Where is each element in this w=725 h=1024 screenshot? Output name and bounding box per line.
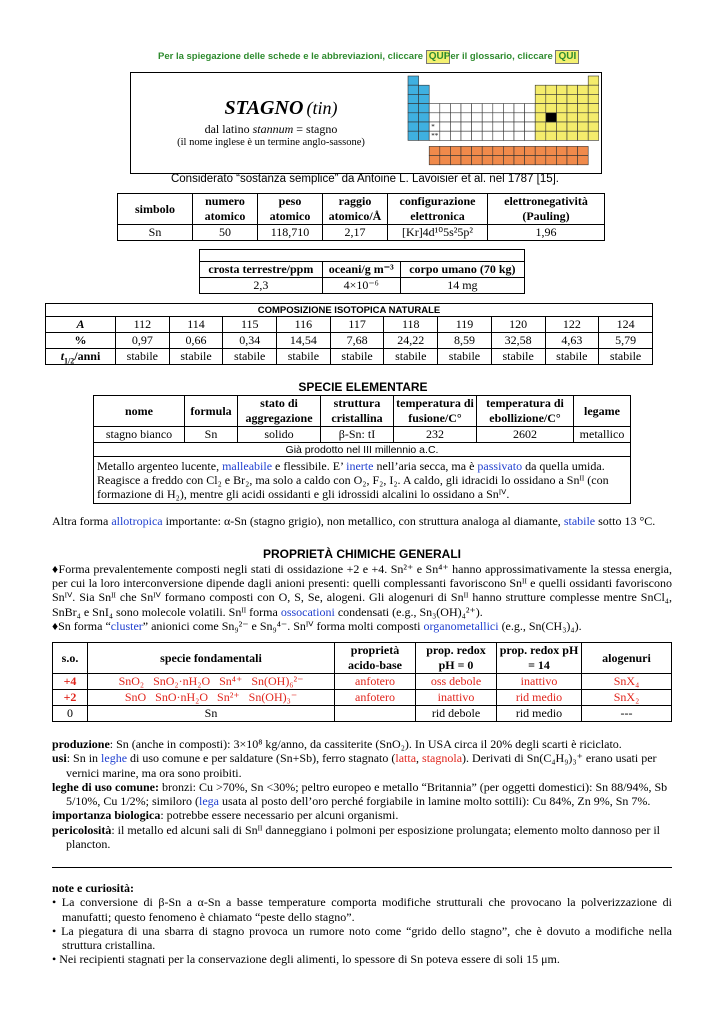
isotope-cell: 115 (223, 317, 277, 333)
pt-cell (482, 122, 493, 131)
isotope-cell: 114 (169, 317, 223, 333)
pt-f-cell (482, 156, 493, 165)
isotope-cell: 120 (491, 317, 545, 333)
th-atomic-weight: peso atomico (258, 194, 323, 225)
pt-cell (578, 122, 589, 131)
isotope-cell: 118 (384, 317, 438, 333)
english-note: (il nome inglese è un termine anglo-sassone) (177, 137, 365, 148)
elemental-table: nome formula stato di aggregazione struttura cristallina temperatura di fusione/C° temperatura di ebollizione/C° legame stagno bianco Sn solido β-Sn: tI 232 2602 metallico Già prodotto nel III millennio a.C. Metallo argenteo lucente, malleabile e flessibile. E’ inerte nell’aria secca, ma è passivato da quella umida. Reagisce a freddo con Cl₂ e Br₂, ma solo a caldo con O₂, F₂, I₂. A caldo, gli idracidi lo ossidano a Snᴵᴵ (con formazione di H₂), mentre gli acidi ossidanti e gli idrossidi alcalini lo ossidano a Snᴵⱽ. (93, 395, 631, 504)
pt-cell (429, 113, 440, 122)
pt-cell (546, 85, 557, 94)
notes-divider (52, 867, 672, 868)
pt-cell (556, 122, 567, 131)
notes-section (52, 881, 672, 967)
pt-cell (514, 131, 525, 140)
pt-cell (461, 131, 472, 140)
isotope-cell: stabile (330, 349, 384, 365)
pt-cell (535, 85, 546, 94)
pt-cell (588, 113, 599, 122)
pt-f-cell (461, 146, 472, 155)
isotope-row (46, 317, 653, 333)
pt-cell (578, 131, 589, 140)
pt-cell (588, 85, 599, 94)
val-oceans: 4×10⁻⁶ (322, 278, 400, 294)
link-lega[interactable]: lega (199, 794, 219, 809)
pt-cell (408, 104, 419, 113)
isotope-cell: stabile (223, 349, 277, 365)
glossary-text: Per la spiegazione delle schede e le abbreviazioni, cliccare (158, 51, 424, 62)
lavoisier-note: Considerato “sostanza semplice” da Antoine L. Lavoisier et al. nel 1787 [15]. (170, 173, 560, 185)
isotope-cell: 119 (438, 317, 492, 333)
note-item: • Nei recipienti stagnati per la conservazione degli alimenti, lo spessore di Sn poteva essere di soli 15 μm. (52, 952, 560, 967)
pt-cell (556, 94, 567, 103)
pt-cell (567, 104, 578, 113)
pt-f-cell (514, 146, 525, 155)
pt-f-cell (429, 156, 440, 165)
pt-f-cell (472, 146, 483, 155)
pt-f-cell (556, 156, 567, 165)
header-box (130, 72, 602, 174)
pt-cell (578, 94, 589, 103)
pt-cell (535, 104, 546, 113)
pt-f-cell (503, 146, 514, 155)
pt-cell (493, 122, 504, 131)
pt-cell (493, 131, 504, 140)
pt-marker: ** (431, 132, 439, 141)
pt-cell (419, 85, 430, 94)
pt-cell (567, 85, 578, 94)
element-english: (tin) (306, 98, 338, 118)
isotope-cell: stabile (169, 349, 223, 365)
pt-cell (419, 131, 430, 140)
latin-origin: dal latino stannum = stagno (204, 122, 338, 136)
pt-cell (578, 113, 589, 122)
note-item: • La conversione di β-Sn a α-Sn a basse temperature comporta modifiche strutturali che provocano la polverizzazione di manufatti; questo fenomeno è chiamato “peste dello stagno”. (52, 895, 672, 924)
element-title: STAGNO (224, 97, 304, 119)
isotope-cell: stabile (599, 349, 653, 365)
pt-cell (578, 104, 589, 113)
pt-cell (429, 104, 440, 113)
isotope-row-label: $t_{1/2}$/anni (46, 349, 116, 365)
link-stabile[interactable]: stabile (563, 514, 596, 528)
isotope-row-label: A (46, 317, 116, 333)
pt-cell (472, 131, 483, 140)
pt-cell (419, 104, 430, 113)
pt-cell (482, 104, 493, 113)
val-atomic-radius: 2,17 (323, 225, 388, 241)
link-ossocationi[interactable]: ossocationi (280, 604, 335, 619)
link-organometallici[interactable]: organometallici (423, 618, 499, 633)
th-crust: crosta terrestre/ppm (200, 262, 323, 278)
top-links-left (158, 50, 450, 64)
allotrope-line: Altra forma allotropica importante: α-Sn (stagno grigio), non metallico, con struttura analoga al diamante, stabile sotto 13 °C. (52, 514, 656, 528)
isotope-row (46, 349, 653, 365)
pt-cell (440, 131, 451, 140)
qui-button-glossary[interactable]: QUI (555, 50, 579, 64)
pt-cell (546, 104, 557, 113)
isotope-cell: 124 (599, 317, 653, 333)
pt-cell (419, 113, 430, 122)
isotope-cell: 0,97 (116, 333, 170, 349)
pt-cell (588, 104, 599, 113)
pt-cell (408, 131, 419, 140)
isotope-cell: stabile (116, 349, 170, 365)
link-passivato[interactable]: passivato (477, 459, 523, 473)
th-symbol: simbolo (118, 194, 193, 225)
pt-cell (556, 113, 567, 122)
pt-cell (514, 113, 525, 122)
chemical-title: PROPRIETÀ CHIMICHE GENERALI (262, 547, 461, 561)
val-atomic-number: 50 (193, 225, 258, 241)
pt-cell (419, 122, 430, 131)
chemical-paragraph: ♦Forma prevalentemente composti negli stati di ossidazione +2 e +4. Sn²⁺ e Sn⁴⁺ hanno approssimativamente la stessa energia, per cui la loro interconversione dipende dagli anioni presenti: quelli complessanti favoriscono Snᴵᴵ e quelli ossidanti favoriscono Snᴵⱽ. Sia Snᴵᴵ che Snᴵⱽ formano composti con O, S, Se, alogeni. Gli alogenuri di Snᴵᴵ hanno strutture complesse mentre SnCl₄, SnBr₄ e SnI₄ sono molecole volatili. Snᴵᴵ forma ossocationi condensati (e.g., Sn₃(OH)₄²⁺). ♦Sn forma “cluster” anionici come Sn₉²⁻ e Sn₉⁴⁻. Snᴵⱽ forma molti composti organometallici (e.g., Sn(CH₃)₄). (52, 562, 672, 633)
pt-f-cell (546, 146, 557, 155)
pt-f-cell (567, 146, 578, 155)
pt-cell (525, 122, 536, 131)
isotope-cell: 112 (116, 317, 170, 333)
isotope-cell: 122 (545, 317, 599, 333)
link-latta[interactable]: latta (395, 751, 417, 766)
isotope-cell: 117 (330, 317, 384, 333)
link-inerte[interactable]: inerte (346, 459, 374, 473)
pt-f-cell (493, 146, 504, 155)
elemental-description: Metallo argenteo lucente, malleabile e flessibile. E’ inerte nell’aria secca, ma è passivato da quella umida. Reagisce a freddo con Cl₂ e Br₂, ma solo a caldo con O₂, F₂, I₂. A caldo, gli idracidi lo ossidano a Snᴵᴵ (con formazione di H₂), mentre gli acidi ossidanti e gli idrossidi alcalini lo ossidano a Snᴵⱽ. (94, 457, 631, 504)
pt-cell (503, 113, 514, 122)
pt-cell (525, 113, 536, 122)
pt-cell (588, 94, 599, 103)
glossary-text-right: Per il glossario, cliccare (444, 51, 553, 62)
isotope-cell: 32,58 (491, 333, 545, 349)
pt-f-cell (525, 156, 536, 165)
th-atomic-radius: raggio atomico/Å (323, 194, 388, 225)
pt-cell (546, 122, 557, 131)
uses-section: produzione: Sn (anche in composti): 3×10⁸ kg/anno, da cassiterite (SnO₂). In USA circa il 20% degli scarti è riciclato. usi: Sn in leghe di uso comune e per saldature (Sn+Sb), ferro stagnato (latta, stagnola). Derivati di Sn(C₄H₉)₃⁺ erano usati per vernici marine, ma ora sono proibiti. leghe di uso comune: bronzi: Cu >70%, Sn <30%; peltro europeo e metallo “Britannia” (per oggetti domestici): Sn 88/94%, Sb 5/10%, Cu 1/2%; similoro (lega usata al posto dell’oro perché forgiabile in lamine molto sottili): Cu 84%, Zn 9%, Sn 7%. importanza biologica: potrebbe essere necessario per alcuni organismi. pericolosità: il metallo ed alcuni sali di Snᴵᴵ danneggiano i polmoni per esposizione prolungata; elemento molto dannoso per il plancton. (52, 737, 668, 852)
pt-cell (535, 94, 546, 103)
th-oceans: oceani/g m⁻³ (322, 262, 400, 278)
pt-f-cell (546, 156, 557, 165)
pt-f-cell (450, 156, 461, 165)
pt-cell (525, 104, 536, 113)
link-cluster[interactable]: cluster (110, 618, 143, 633)
link-malleabile[interactable]: malleabile (222, 459, 273, 473)
pt-cell (514, 104, 525, 113)
pt-f-cell (514, 156, 525, 165)
pt-cell (408, 113, 419, 122)
pt-f-cell (578, 146, 589, 155)
pt-f-cell (450, 146, 461, 155)
pt-cell (556, 131, 567, 140)
pt-cell (450, 113, 461, 122)
pt-cell (535, 113, 546, 122)
pt-cell (472, 122, 483, 131)
val-atomic-weight: 118,710 (258, 225, 323, 241)
pt-cell (482, 113, 493, 122)
pt-cell (461, 104, 472, 113)
val-electroneg: 1,96 (488, 225, 605, 241)
pt-f-cell (472, 156, 483, 165)
pt-f-cell (429, 146, 440, 155)
pt-cell (472, 113, 483, 122)
pt-f-cell (482, 146, 493, 155)
pt-cell (567, 122, 578, 131)
pt-marker: * (431, 123, 435, 131)
pt-cell (440, 122, 451, 131)
link-allotropica[interactable]: allotropica (111, 514, 163, 528)
pt-f-cell (440, 156, 451, 165)
pt-cell (493, 113, 504, 122)
isotope-cell: 4,63 (545, 333, 599, 349)
basic-properties-table (117, 193, 605, 241)
pt-cell (588, 76, 599, 85)
th-atomic-number: numero atomico (193, 194, 258, 225)
val-config: [Kr]4d¹⁰5s²5p² (388, 225, 488, 241)
pt-f-cell (535, 146, 546, 155)
th-config: configurazione elettronica (388, 194, 488, 225)
isotope-cell: stabile (438, 349, 492, 365)
pt-cell (408, 85, 419, 94)
isotope-cell: 0,34 (223, 333, 277, 349)
pt-cell (503, 104, 514, 113)
pt-cell (567, 131, 578, 140)
pt-cell (450, 104, 461, 113)
pt-cell (578, 85, 589, 94)
isotope-cell: 116 (277, 317, 331, 333)
pt-cell (546, 131, 557, 140)
pt-cell (567, 113, 578, 122)
pt-cell (503, 131, 514, 140)
pt-f-cell (503, 156, 514, 165)
pt-cell (567, 94, 578, 103)
oxidation-table: s.o. specie fondamentali proprietà acido-base prop. redox pH = 0 prop. redox pH = 14 alogenuri +4 SnO₂ SnO₂·nH₂O Sn⁴⁺ Sn(OH)₆²⁻ anfotero oss debole inattivo SnX₄ +2 SnO SnO·nH₂O Sn²⁺ Sn(OH)₃⁻ anfotero inattivo rid medio SnX₂ 0 Sn rid debole rid medio --- (52, 642, 672, 722)
pt-cell (546, 94, 557, 103)
ox-row-zero: 0 Sn rid debole rid medio --- (53, 706, 672, 722)
pt-f-cell (525, 146, 536, 155)
periodic-table-mini (407, 75, 599, 171)
pt-cell (588, 131, 599, 140)
isotope-cell: 7,68 (330, 333, 384, 349)
val-human: 14 mg (400, 278, 524, 294)
known-since: Già prodotto nel III millennio a.C. (94, 443, 631, 457)
isotope-cell: 14,54 (277, 333, 331, 349)
isotope-cell: stabile (277, 349, 331, 365)
link-stagnola[interactable]: stagnola (422, 751, 463, 766)
pt-cell (440, 113, 451, 122)
pt-cell (419, 94, 430, 103)
note-item: • La piegatura di una sbarra di stagno provoca un rumore noto come “grido dello stagno”, che è dovuto a modifiche nella struttura cristallina. (52, 923, 672, 953)
th-electroneg: elettronegatività (Pauling) (488, 194, 605, 225)
abundance-table (199, 249, 525, 294)
sn-highlight-cell (546, 113, 557, 122)
pt-cell (461, 113, 472, 122)
pt-cell (503, 122, 514, 131)
isotope-title: COMPOSIZIONE ISOTOPICA NATURALE (46, 304, 653, 317)
pt-cell (514, 122, 525, 131)
isotope-table (45, 303, 653, 365)
qui-button-abbreviations[interactable]: QUI (426, 50, 450, 64)
pt-cell (525, 131, 536, 140)
pt-f-cell (493, 156, 504, 165)
title-block (201, 97, 361, 120)
pt-cell (482, 131, 493, 140)
th-human: corpo umano (70 kg) (400, 262, 524, 278)
pt-cell (588, 122, 599, 131)
pt-f-cell (556, 146, 567, 155)
pt-cell (408, 76, 419, 85)
isotope-cell: 24,22 (384, 333, 438, 349)
pt-cell (556, 85, 567, 94)
ox-row-plus4: +4 SnO₂ SnO₂·nH₂O Sn⁴⁺ Sn(OH)₆²⁻ anfotero oss debole inattivo SnX₄ (53, 674, 672, 690)
isotope-row (46, 333, 653, 349)
pt-cell (408, 94, 419, 103)
pt-f-cell (440, 146, 451, 155)
pt-cell (450, 122, 461, 131)
elemental-title: SPECIE ELEMENTARE (298, 380, 428, 394)
pt-cell (556, 104, 567, 113)
pt-cell (450, 131, 461, 140)
pt-cell (408, 122, 419, 131)
isotope-cell: stabile (384, 349, 438, 365)
pt-f-cell (461, 156, 472, 165)
isotope-cell: 8,59 (438, 333, 492, 349)
pt-f-cell (535, 156, 546, 165)
top-links-right (444, 50, 579, 64)
pt-cell (440, 104, 451, 113)
pt-cell (493, 104, 504, 113)
ox-row-plus2: +2 SnO SnO·nH₂O Sn²⁺ Sn(OH)₃⁻ anfotero inattivo rid medio SnX₂ (53, 690, 672, 706)
pt-cell (472, 104, 483, 113)
isotope-cell: 5,79 (599, 333, 653, 349)
isotope-cell: 0,66 (169, 333, 223, 349)
isotope-cell: stabile (545, 349, 599, 365)
pt-cell (535, 122, 546, 131)
isotope-cell: stabile (491, 349, 545, 365)
link-leghe[interactable]: leghe (101, 751, 128, 766)
isotope-row-label: % (46, 333, 116, 349)
pt-cell (535, 131, 546, 140)
pt-cell (461, 122, 472, 131)
val-crust: 2,3 (200, 278, 323, 294)
notes-title: note e curiosità: (52, 881, 134, 895)
pt-f-cell (578, 156, 589, 165)
pt-f-cell (567, 156, 578, 165)
val-symbol: Sn (118, 225, 193, 241)
